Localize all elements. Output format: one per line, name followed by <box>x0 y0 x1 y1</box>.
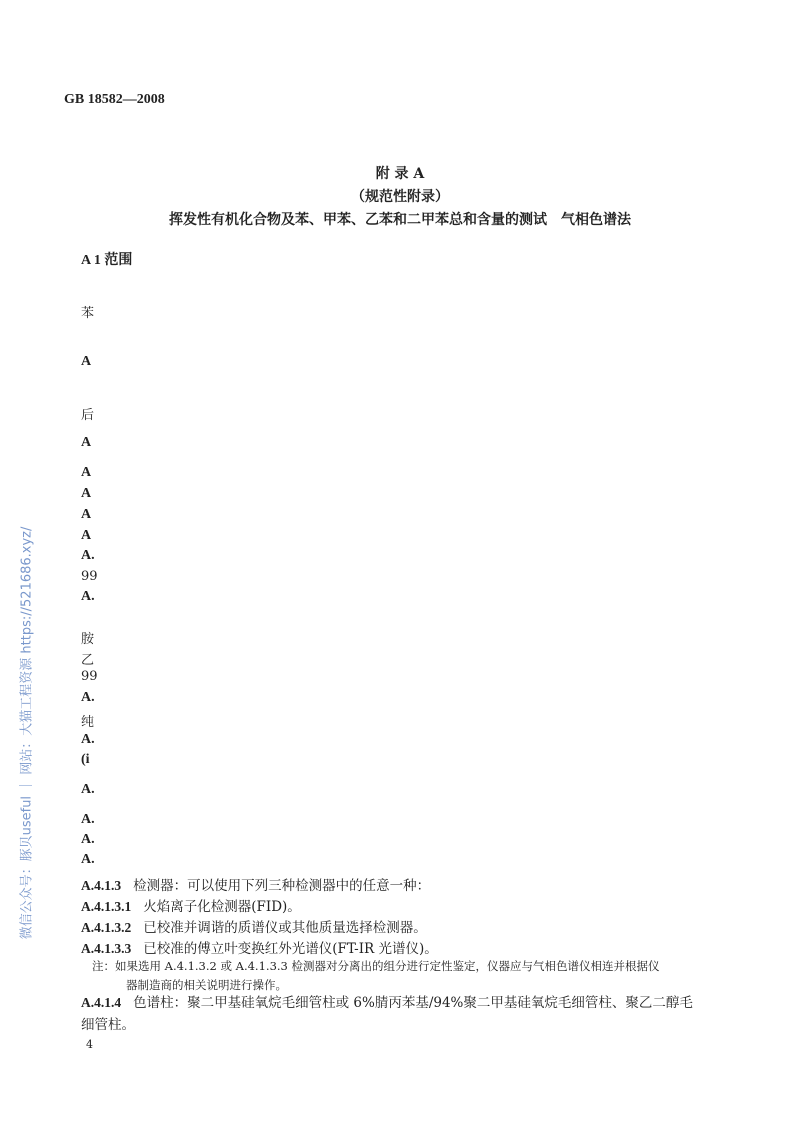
truncated-fragment: 99 <box>81 669 98 684</box>
note-line-2: 器制造商的相关说明进行操作。 <box>126 978 287 992</box>
appendix-label: 附 录 A <box>375 166 425 182</box>
section-number: A.4.1.3.2 <box>81 920 132 935</box>
section-a4-1-3-2 <box>81 916 427 936</box>
section-text: 已校准并调谐的质谱仪或其他质量选择检测器。 <box>143 920 427 936</box>
section-text: 检测器：可以使用下列三种检测器中的任意一种： <box>133 878 431 894</box>
truncated-fragment: 99 <box>81 569 98 584</box>
truncated-fragment: (i <box>81 752 90 767</box>
truncated-fragment: A. <box>81 832 95 847</box>
section-a4-1-3-3 <box>81 937 438 957</box>
truncated-fragment: A. <box>81 812 95 827</box>
section-a4-1-3-1 <box>81 895 301 915</box>
truncated-fragment: A <box>81 528 92 543</box>
section-number: A.4.1.4 <box>81 995 122 1010</box>
watermark: 微信公众号：豚贝useful ｜ 网站：大猫工程资源 https://521686.xyz/ <box>19 526 35 940</box>
truncated-fragment: A. <box>81 732 95 747</box>
truncated-fragment: 苯 <box>81 306 95 321</box>
appendix-title: 挥发性有机化合物及苯、甲苯、乙苯和二甲苯总和含量的测试 气相色谱法 <box>169 212 631 228</box>
truncated-fragment: A <box>81 435 92 450</box>
truncated-fragment: A. <box>81 852 95 867</box>
standard-number: GB 18582—2008 <box>64 92 165 107</box>
note <box>92 957 712 995</box>
section-text: 色谱柱：聚二甲基硅氧烷毛细管柱或 6%腈丙苯基/94%聚二甲基硅氧烷毛细管柱、聚乙二醇毛细管柱。 <box>81 995 693 1033</box>
truncated-fragment: A. <box>81 690 95 705</box>
truncated-fragment: A. <box>81 589 95 604</box>
truncated-fragment: A <box>81 486 92 501</box>
truncated-fragment: 纯 <box>81 715 95 730</box>
section-number: A.4.1.3 <box>81 878 122 893</box>
appendix-type: （规范性附录） <box>351 189 449 205</box>
section-a4-1-3 <box>81 874 430 894</box>
truncated-fragment: 后 <box>81 408 95 423</box>
truncated-fragment: 乙 <box>81 653 95 668</box>
section-number: A.4.1.3.3 <box>81 941 132 956</box>
section-number: A.4.1.3.1 <box>81 899 132 914</box>
truncated-fragment: A <box>81 507 92 522</box>
section-a4-1-4 <box>81 992 706 1036</box>
truncated-fragment: A 1 范围 <box>81 253 133 268</box>
note-line-1: 注：如果选用 A.4.1.3.2 或 A.4.1.3.3 检测器对分离出的组分进行定性鉴定，仪器应与气相色谱仪相连并根据仪 <box>92 959 660 973</box>
truncated-fragment: A. <box>81 548 95 563</box>
truncated-fragment: A. <box>81 782 95 797</box>
section-text: 已校准的傅立叶变换红外光谱仪(FT-IR 光谱仪)。 <box>143 941 438 957</box>
truncated-fragment: A <box>81 354 92 369</box>
truncated-fragment: 胺 <box>81 632 95 647</box>
section-text: 火焰离子化检测器(FID)。 <box>143 899 301 915</box>
truncated-fragment: A <box>81 465 92 480</box>
page-number: 4 <box>86 1038 93 1051</box>
